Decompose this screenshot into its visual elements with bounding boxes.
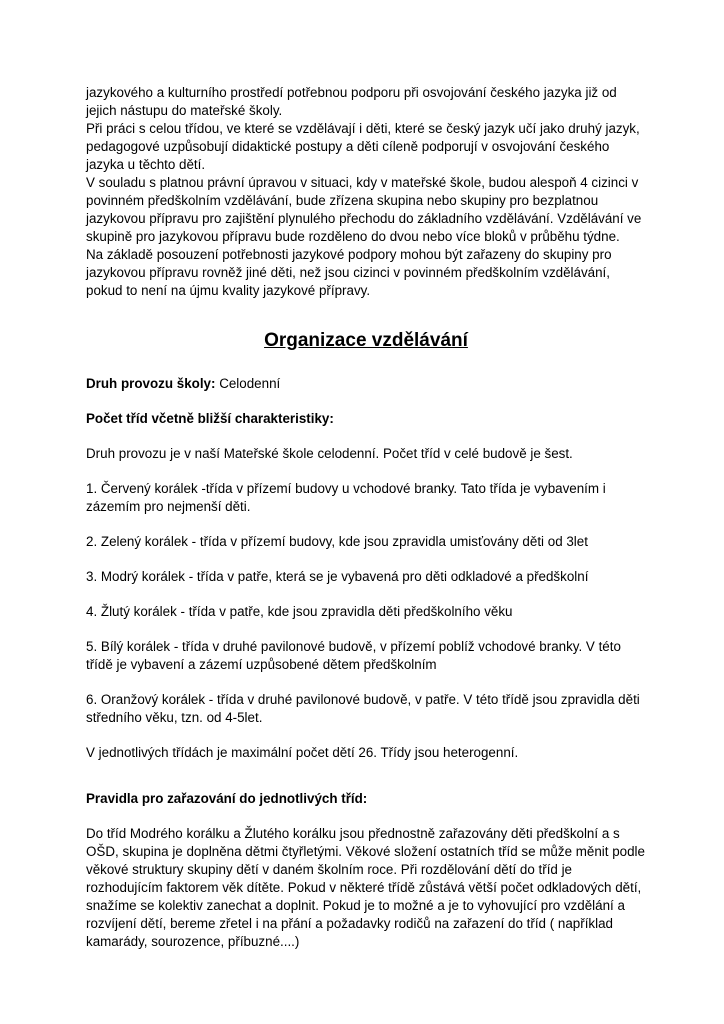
section-title: Organizace vzdělávání <box>264 330 468 351</box>
pravidla-heading: Pravidla pro zařazování do jednotlivých tříd: <box>86 791 368 806</box>
pocet-trid-heading: Počet tříd včetně bližší charakteristiky: <box>86 411 334 426</box>
intro-paragraph: V souladu s platnou právní úpravou v situaci, kdy v mateřské škole, budou alespoň 4 cizinci v povinném předškolním vzdělávání, bude zřízena skupina nebo skupiny pro bezplatnou jazykovou přípravu pro zajištění plynulého přechodu do základního vzdělávání. Vzdělávání ve skupině pro jazykovou přípravu bude rozděleno do dvou nebo více bloků v průběhu týdne. <box>86 175 642 244</box>
intro-paragraph: jazykového a kulturního prostředí potřebnou podporu při osvojování českého jazyka již od jejich nástupu do mateřské školy. <box>86 85 617 118</box>
class-item-zluty: 4. Žlutý korálek - třída v patře, kde jsou zpravidla děti předškolního věku <box>86 604 513 619</box>
class-item-zeleny: 2. Zelený korálek - třída v přízemí budovy, kde jsou zpravidla umisťovány děti od 3let <box>86 534 588 549</box>
class-item-cerveny: 1. Červený korálek -třída v přízemí budovy u vchodové branky. Tato třída je vybavením i zázemím pro nejmenší děti. <box>86 481 606 514</box>
provoz-value: Celodenní <box>215 376 281 391</box>
pravidla-text: Do tříd Modrého korálku a Žlutého korálku jsou přednostně zařazovány děti předškolní a s OŠD, skupina je doplněna dětmi čtyřletými. Věkové složení ostatních tříd se může měnit podle věkové struktury skupiny dětí v daném školním roce. Při rozdělování dětí do tříd je rozhodujícím faktorem věk dítěte. Pokud v některé třídě zůstává větší počet odkladových dětí, snažíme se kolektiv zanechat a doplnit. Pokud je to možné a je to vyhovující pro vzdělání a rozvíjení dětí, bereme zřetel i na přání a požadavky rodičů na zařazení do tříd ( například kamarády, sourozence, příbuzné....) <box>86 826 645 949</box>
document-body <box>86 84 646 968</box>
pocet-trid-text: Druh provozu je v naší Mateřské škole celodenní. Počet tříd v celé budově je šest. <box>86 446 573 461</box>
intro-paragraph: Při práci s celou třídou, ve které se vzdělávají i děti, které se český jazyk učí jako druhý jazyk, pedagogové uzpůsobují didaktické postupy a děti cíleně podporují v osvojování českého jazyka u těchto dětí. <box>86 121 640 172</box>
class-item-oranzovy: 6. Oranžový korálek - třída v druhé pavilonové budově, v patře. V této třídě jsou zpravidla děti středního věku, tzn. od 4-5let. <box>86 692 640 725</box>
provoz-label: Druh provozu školy: <box>86 376 216 391</box>
provoz-line <box>86 375 646 393</box>
intro-paragraph: Na základě posouzení potřebnosti jazykové podpory mohou být zařazeny do skupiny pro jazykovou přípravu rovněž jiné děti, než jsou cizinci v povinném předškolním vzdělávání, pokud to není na újmu kvality jazykové přípravy. <box>86 247 612 298</box>
max-children-text: V jednotlivých třídách je maximální počet dětí 26. Třídy jsou heterogenní. <box>86 745 519 760</box>
class-item-modry: 3. Modrý korálek - třída v patře, která se je vybavená pro děti odkladové a předškolní <box>86 569 589 584</box>
intro-text <box>86 84 646 300</box>
class-item-bily: 5. Bílý korálek - třída v druhé pavilonové budově, v přízemí poblíž vchodové branky. V této třídě je vybavení a zázemí uzpůsobené dětem předškolním <box>86 639 621 672</box>
